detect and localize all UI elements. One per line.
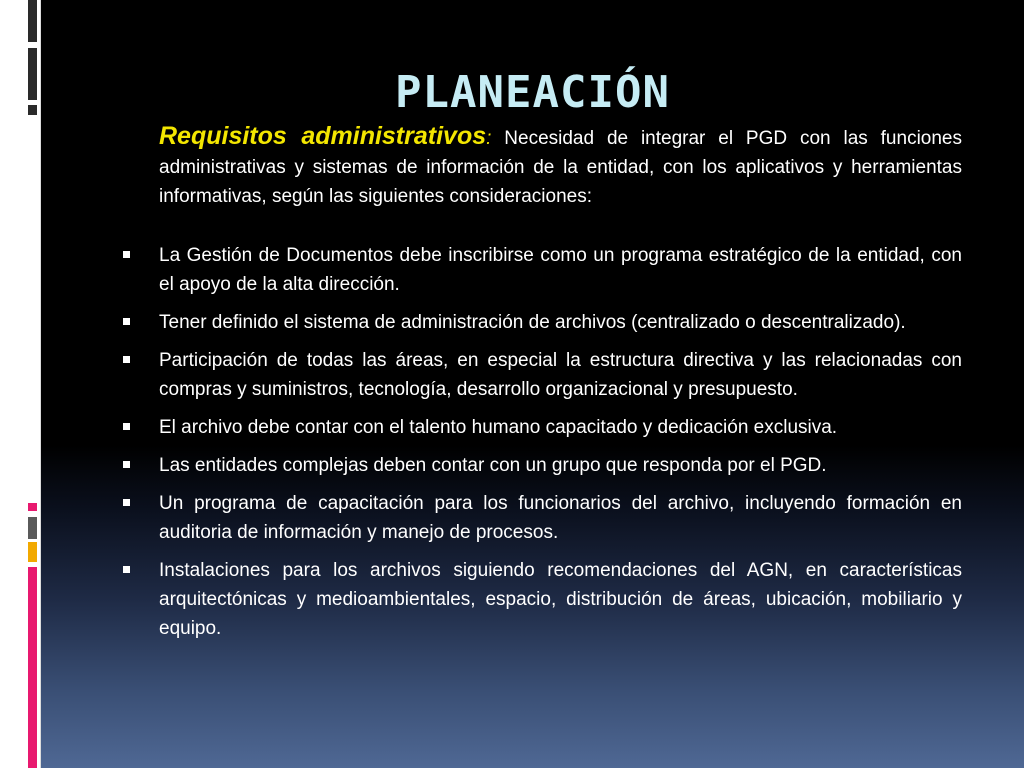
bullet-square-icon: [123, 499, 130, 506]
slide-title: PLANEACIÓN: [395, 67, 670, 119]
decor-bar-pink: [28, 567, 37, 768]
bullet-text: Instalaciones para los archivos siguiendo recomendaciones del AGN, en características arquitectónicas y medioambientales, espacio, distribución de áreas, ubicación, mobiliario y equipo.: [159, 560, 962, 639]
bullet-item: [159, 451, 962, 480]
decor-bar-orange: [28, 542, 37, 562]
bullet-square-icon: [123, 566, 130, 573]
bullet-text: La Gestión de Documentos debe inscribirse como un programa estratégico de la entidad, con el apoyo de la alta dirección.: [159, 245, 962, 295]
bullet-item: [159, 413, 962, 442]
decor-bar-gray: [28, 0, 37, 42]
intro-text: Necesidad de integrar el PGD con las funciones administrativas y sistemas de información de la entidad, con los aplicativos y herramientas informativas, según las siguientes consideraciones:: [159, 128, 962, 207]
intro-colon: :: [486, 128, 492, 149]
decor-bar-gray: [28, 48, 37, 100]
bullet-text: Un programa de capacitación para los funcionarios del archivo, incluyendo formación en auditoria de información y manejo de procesos.: [159, 493, 962, 543]
decor-bar-gray: [28, 517, 37, 539]
bullet-square-icon: [123, 318, 130, 325]
bullet-text: El archivo debe contar con el talento humano capacitado y dedicación exclusiva.: [159, 417, 838, 438]
bullet-square-icon: [123, 356, 130, 363]
bullet-item: [159, 489, 962, 547]
bullet-text: Tener definido el sistema de administración de archivos (centralizado o descentralizado).: [159, 312, 906, 333]
slide-content: [159, 122, 962, 652]
decor-bar-gray: [28, 105, 37, 115]
bullet-square-icon: [123, 251, 130, 258]
bullet-text: Las entidades complejas deben contar con un grupo que responda por el PGD.: [159, 455, 827, 476]
bullet-square-icon: [123, 423, 130, 430]
bullet-text: Participación de todas las áreas, en especial la estructura directiva y las relacionadas con compras y suministros, tecnología, desarrollo organizacional y presupuesto.: [159, 350, 962, 400]
bullet-item: [159, 241, 962, 299]
intro-heading: Requisitos administrativos: [159, 122, 487, 150]
decor-bar-pink: [28, 503, 37, 511]
bullet-list: [159, 241, 962, 643]
bullet-square-icon: [123, 461, 130, 468]
intro-paragraph: [159, 122, 962, 211]
bullet-item: [159, 556, 962, 643]
bullet-item: [159, 346, 962, 404]
bullet-item: [159, 308, 962, 337]
